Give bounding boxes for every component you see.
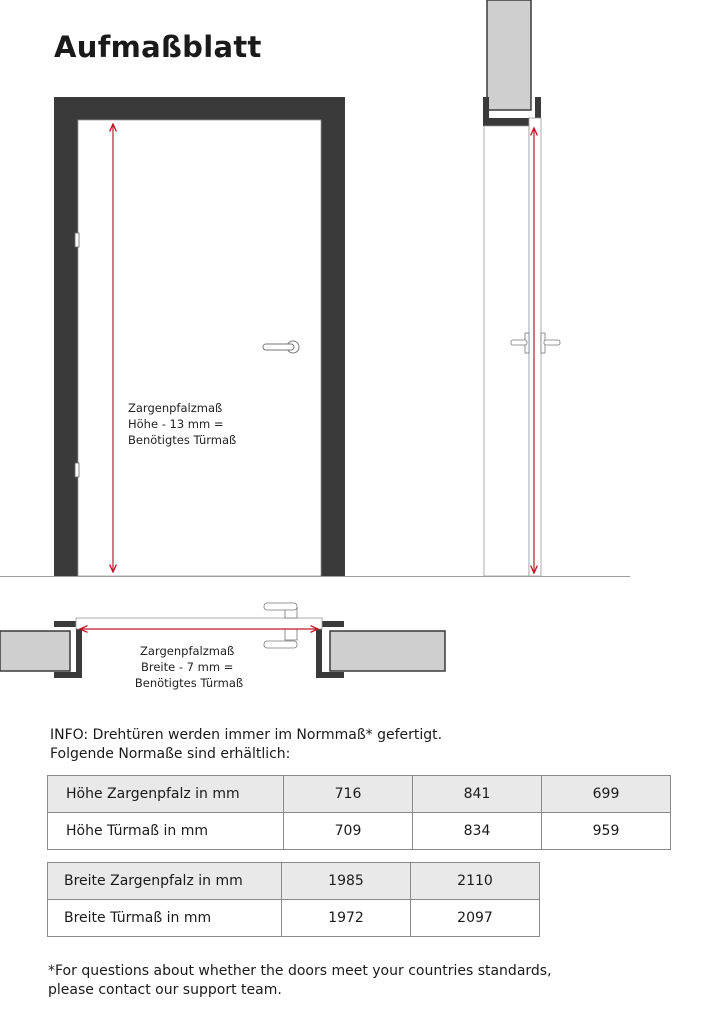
footnote-line-1: *For questions about whether the doors meet your countries standards, bbox=[48, 963, 552, 979]
table-cell: 709 bbox=[284, 813, 413, 850]
front-dimension-label bbox=[128, 401, 236, 447]
front-label-line-2: Höhe - 13 mm = bbox=[128, 417, 224, 431]
plan-dimension-label bbox=[135, 644, 243, 690]
front-label-line-1: Zargenpfalzmaß bbox=[128, 401, 223, 415]
info-text bbox=[50, 726, 442, 764]
table-cell: 1972 bbox=[282, 900, 411, 937]
table-row-label: Höhe Zargenpfalz in mm bbox=[48, 776, 284, 813]
height-sizes-table bbox=[47, 775, 671, 850]
table-cell: 716 bbox=[284, 776, 413, 813]
plan-label-line-3: Benötigtes Türmaß bbox=[134, 676, 244, 690]
hinge-bottom bbox=[75, 463, 79, 477]
side-wall-section bbox=[483, 0, 541, 126]
table-row bbox=[48, 900, 540, 937]
plan-label-line-2: Breite - 7 mm = bbox=[140, 660, 234, 674]
side-frame-rebate bbox=[529, 118, 541, 576]
table-row-label: Breite Zargenpfalz in mm bbox=[48, 863, 282, 900]
side-door-leaf bbox=[484, 126, 529, 576]
info-line-2: Folgende Normaße sind erhältlich: bbox=[50, 746, 291, 762]
table-cell: 699 bbox=[542, 776, 671, 813]
table-cell: 1985 bbox=[282, 863, 411, 900]
front-label-line-3: Benötigtes Türmaß bbox=[128, 433, 237, 447]
table-cell: 841 bbox=[413, 776, 542, 813]
plan-label-line-1: Zargenpfalzmaß bbox=[140, 644, 235, 658]
table-row bbox=[48, 813, 671, 850]
table-row-label: Höhe Türmaß in mm bbox=[48, 813, 284, 850]
table-cell: 834 bbox=[413, 813, 542, 850]
table-cell: 2097 bbox=[411, 900, 540, 937]
plan-wall-left bbox=[0, 631, 70, 671]
plan-door-leaf bbox=[76, 618, 322, 629]
table-row bbox=[48, 863, 540, 900]
footnote bbox=[48, 962, 552, 1000]
footnote-line-2: please contact our support team. bbox=[48, 982, 282, 998]
table-cell: 959 bbox=[542, 813, 671, 850]
hinge-top bbox=[75, 233, 79, 247]
table-cell: 2110 bbox=[411, 863, 540, 900]
plan-wall-right bbox=[330, 631, 445, 671]
info-line-1: INFO: Drehtüren werden immer im Normmaß* gefertigt. bbox=[50, 727, 443, 743]
width-sizes-table bbox=[47, 862, 540, 937]
table-row bbox=[48, 776, 671, 813]
table-row-label: Breite Türmaß in mm bbox=[48, 900, 282, 937]
page-title: Aufmaßblatt bbox=[54, 30, 262, 64]
